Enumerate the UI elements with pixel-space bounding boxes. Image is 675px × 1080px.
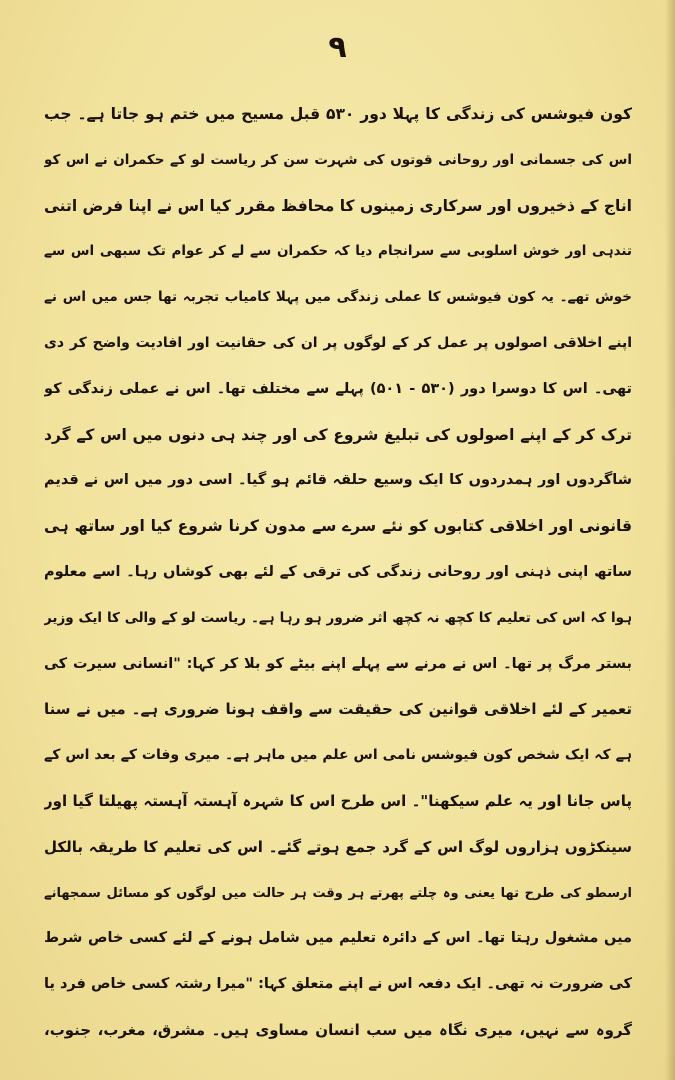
text-line: سینکڑوں ہزاروں لوگ اس کے گرد جمع ہوتے گئے۔ اس کی تعلیم کا طریقہ بالکل <box>44 837 632 856</box>
text-line: گروہ سے نہیں، میری نگاہ میں سب انسان مساوی ہیں۔ مشرق، مغرب، جنوب، <box>44 1020 632 1039</box>
text-line: پاس جانا اور یہ علم سیکھنا"۔ اس طرح اس کا شہرہ آہستہ آہستہ پھیلتا گیا اور <box>44 791 632 810</box>
page-number: ۹ <box>328 30 347 65</box>
page-edge-shadow <box>665 0 675 1080</box>
text-line: ساتھ اپنی ذہنی اور روحانی زندگی کی ترقی کے لئے بھی کوشاں رہا۔ اسے معلوم <box>44 563 632 580</box>
text-line: ہوا کہ اس کی تعلیم کا کچھ نہ کچھ اثر ضرور ہو رہا ہے۔ ریاست لو کے والی کا ایک وزیر <box>44 609 632 626</box>
text-line: ارسطو کی طرح تھا یعنی وہ چلتے پھرتے ہر وقت ہر حالت میں لوگوں کو مسائل سمجھانے <box>44 885 632 901</box>
text-line: میں مشغول رہتا تھا۔ اس کے دائرہ تعلیم میں شامل ہونے کے لئے کسی خاص شرط <box>44 930 632 947</box>
text-line: تندہی اور خوش اسلوبی سے سرانجام دیا کہ حکمران سے لے کر عوام تک سبھی اس سے <box>44 243 632 260</box>
text-line: تھی۔ اس کا دوسرا دور (۵۳۰ - ۵۰۱) پہلے سے مختلف تھا۔ اس نے عملی زندگی کو <box>44 380 632 397</box>
text-line: اپنے اخلاقی اصولوں پر عمل کر کے لوگوں پر ان کی حقانیت اور افادیت واضح کر دی <box>44 334 632 351</box>
text-line: ہے کہ ایک شخص کون فیوشس نامی اس علم میں ماہر ہے۔ میری وفات کے بعد اس کے <box>44 747 632 764</box>
text-line: ترک کر کے اپنے اصولوں کی تبلیغ شروع کی اور چند ہی دنوں میں اس کے گرد <box>44 425 632 444</box>
text-line: قانونی اور اخلاقی کتابوں کو نئے سرے سے مدون کرنا شروع کیا اور ساتھ ہی <box>44 517 632 536</box>
text-line: شاگردوں اور ہمدردوں کا ایک وسیع حلقہ قائم ہو گیا۔ اسی دور میں اس نے قدیم <box>44 472 632 489</box>
body-text <box>44 92 632 1054</box>
text-line: اس کی جسمانی اور روحانی قوتوں کی شہرت سن کر ریاست لو کے حکمران نے اس کو <box>44 151 632 168</box>
text-line: کون فیوشس کی زندگی کا پہلا دور ۵۳۰ قبل مسیح میں ختم ہو جاتا ہے۔ جب <box>44 105 632 123</box>
text-line: بستر مرگ پر تھا۔ اس نے مرنے سے پہلے اپنے بیٹے کو بلا کر کہا: "انسانی سیرت کی <box>44 655 632 672</box>
text-line: تعمیر کے لئے اخلاقی قوانین کی حقیقت سے واقف ہونا ضروری ہے۔ میں نے سنا <box>44 700 632 719</box>
text-line: اناج کے ذخیروں اور سرکاری زمینوں کا محافظ مقرر کیا اس نے اپنا فرض اتنی <box>44 196 632 215</box>
text-line: کی ضرورت نہ تھی۔ ایک دفعہ اس نے اپنے متعلق کہا: "میرا رشتہ کسی خاص فرد یا <box>44 976 632 993</box>
text-line: خوش تھے۔ یہ کون فیوشس کا عملی زندگی میں پہلا کامیاب تجربہ تھا جس میں اس نے <box>44 289 632 306</box>
